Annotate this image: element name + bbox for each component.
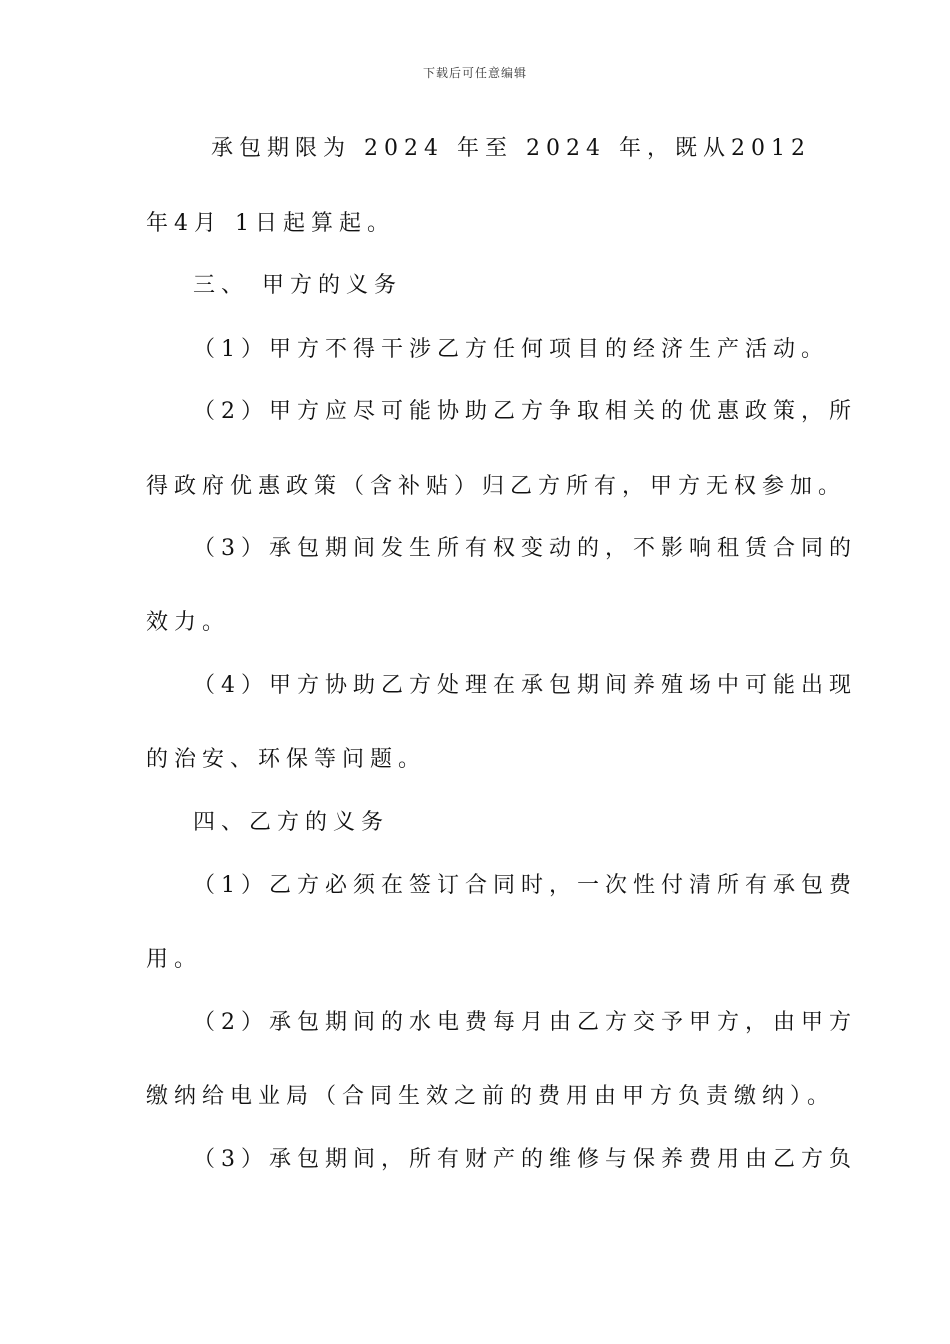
paragraph-line: 效力。: [146, 610, 231, 635]
paragraph-line: 年4月 1日起算起。: [146, 211, 395, 236]
paragraph-line: 用。: [146, 947, 203, 972]
paragraph-line: （1）甲方不得干涉乙方任何项目的经济生产活动。: [193, 337, 829, 362]
section-heading: 三、 甲方的义务: [193, 273, 402, 298]
paragraph-line: 缴纳给电业局（合同生效之前的费用由甲方负责缴纳）。: [146, 1084, 836, 1109]
paragraph-line: 承包期限为 2024 年至 2024 年，既从2012: [211, 136, 811, 161]
paragraph-line: （3）承包期间，所有财产的维修与保养费用由乙方负: [193, 1147, 857, 1172]
paragraph-line: （3）承包期间发生所有权变动的，不影响租赁合同的: [193, 536, 857, 561]
paragraph-line: 得政府优惠政策（含补贴）归乙方所有，甲方无权参加。: [146, 474, 847, 499]
paragraph-line: （2）承包期间的水电费每月由乙方交予甲方，由甲方: [193, 1010, 857, 1035]
paragraph-line: （2）甲方应尽可能协助乙方争取相关的优惠政策，所: [193, 399, 857, 424]
section-heading: 四、乙方的义务: [193, 810, 390, 835]
paragraph-line: （1）乙方必须在签订合同时，一次性付清所有承包费: [193, 873, 857, 898]
paragraph-line: 的治安、环保等问题。: [146, 747, 427, 772]
paragraph-line: （4）甲方协助乙方处理在承包期间养殖场中可能出现: [193, 673, 857, 698]
page-header: 下载后可任意编辑: [422, 66, 527, 80]
